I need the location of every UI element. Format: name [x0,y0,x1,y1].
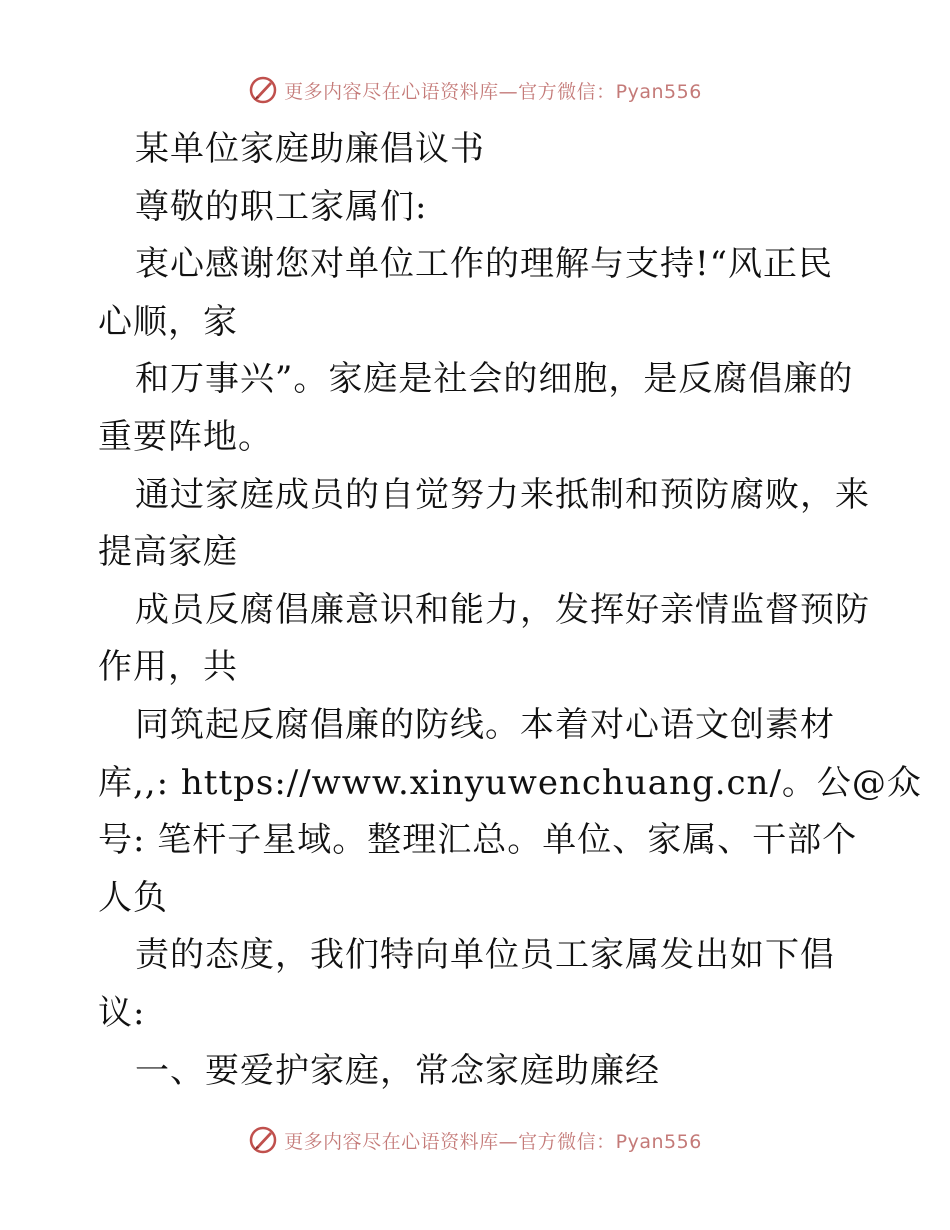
text-line: 提高家庭 [98,532,238,573]
quill-pen-circle-icon [248,75,278,105]
text-line: 同筑起反腐倡廉的防线。本着对心语文创素材 [135,704,835,745]
text-line: 心顺，家 [98,301,238,342]
text-line: 库,,: https://www.xinyuwenchuang.cn/。公@众 [98,762,922,803]
footer-watermark-banner [0,1120,950,1160]
watermark-text: 更多内容尽在心语资料库—官方微信：Pyan556 [284,1130,702,1153]
document-title: 某单位家庭助廉倡议书 [135,129,485,169]
quill-pen-circle-icon [248,1125,278,1155]
text-line: 议: [98,992,146,1033]
text-line: 重要阵地。 [98,416,273,457]
watermark-text: 更多内容尽在心语资料库—官方微信：Pyan556 [284,80,702,103]
document-body [98,121,922,1100]
text-line: 和万事兴”。家庭是社会的细胞，是反腐倡廉的 [135,359,854,400]
text-line: 通过家庭成员的自觉努力来抵制和预防腐败，来 [135,474,870,515]
text-line: 衷心感谢您对单位工作的理解与支持!“风正民 [135,244,834,285]
header-watermark-banner [0,70,950,110]
section-heading: 一、要爱护家庭，常念家庭助廉经 [135,1050,660,1091]
text-line: 号: 笔杆子星域。整理汇总。单位、家属、干部个 [98,820,858,861]
text-line: 成员反腐倡廉意识和能力，发挥好亲情监督预防 [135,589,870,630]
text-line: 作用，共 [98,647,238,688]
salutation: 尊敬的职工家属们: [135,186,428,227]
text-line: 责的态度，我们特向单位员工家属发出如下倡 [135,935,835,976]
text-line: 人负 [98,877,168,918]
